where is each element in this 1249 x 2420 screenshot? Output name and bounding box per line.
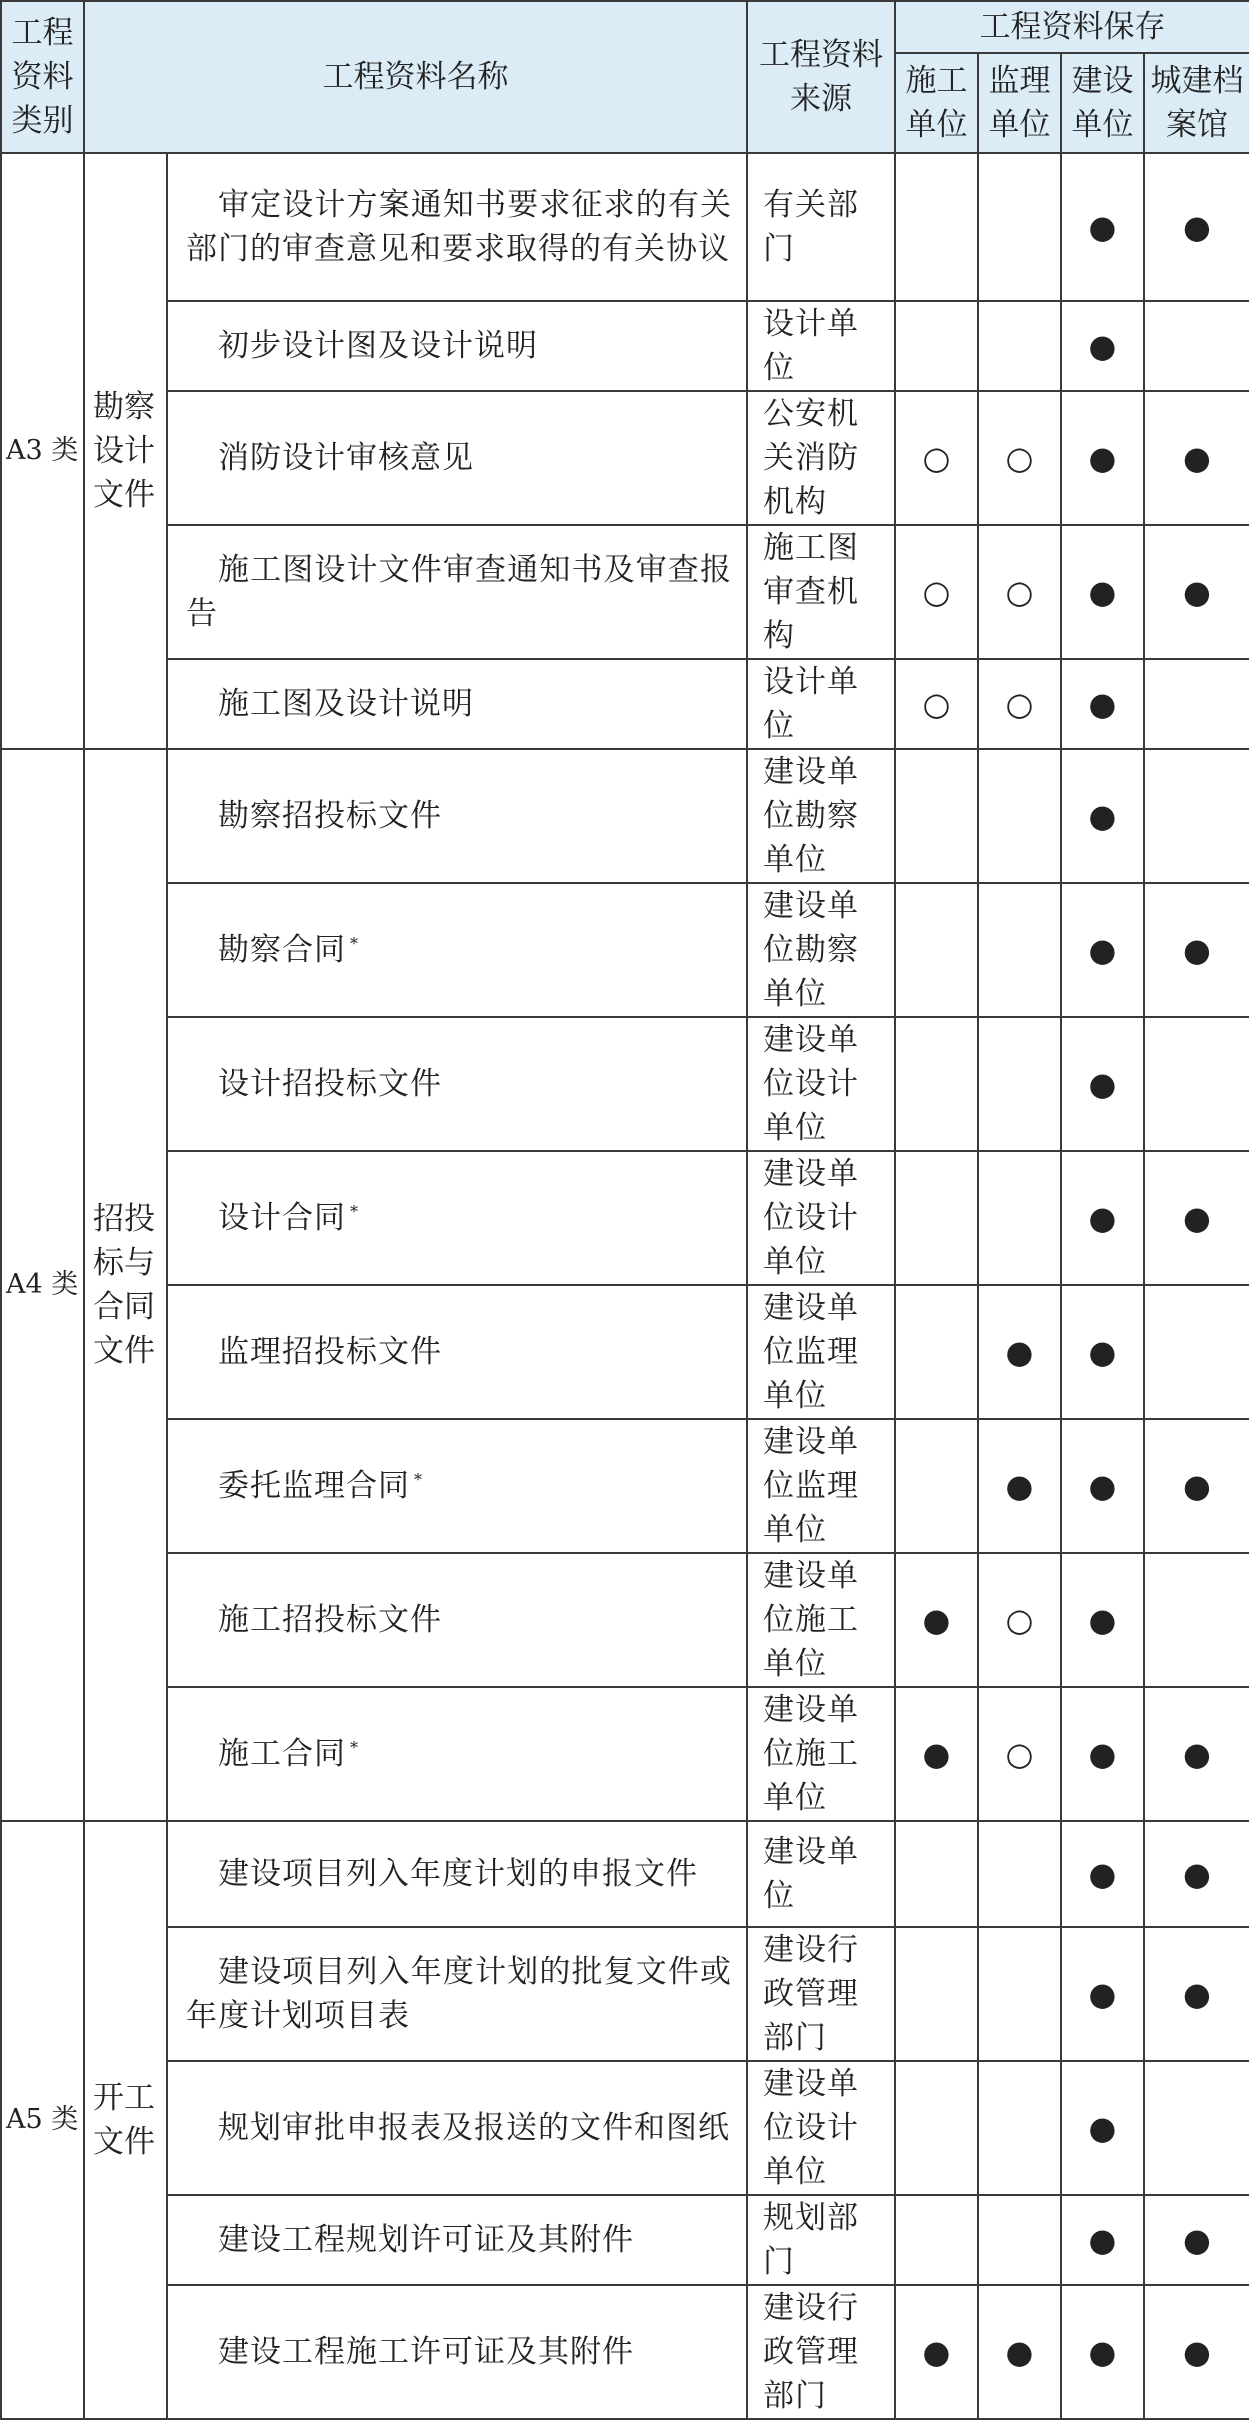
document-name-cell — [167, 1017, 747, 1151]
filled-circle-icon: ● — [1183, 1855, 1211, 1893]
filled-circle-icon: ● — [1088, 208, 1117, 246]
keep-mark-cell — [1061, 1687, 1144, 1821]
header-source — [747, 1, 895, 153]
header-category — [1, 1, 84, 153]
keep-mark-cell — [1144, 1151, 1249, 1285]
keep-mark-cell — [978, 1553, 1061, 1687]
source-label: 建设单位设计单位 — [763, 1022, 859, 1146]
source-label: 建设单位监理单位 — [763, 1290, 859, 1414]
source-cell — [747, 1687, 895, 1821]
document-name: 勘察招投标文件 — [218, 798, 442, 834]
hollow-circle-icon: ○ — [922, 573, 951, 611]
table-row — [1, 1285, 1249, 1419]
hollow-circle-icon: ○ — [1005, 685, 1034, 723]
keep-mark-cell — [1144, 749, 1249, 883]
hollow-circle-icon: ○ — [1005, 1735, 1034, 1773]
keep-mark-cell — [978, 391, 1061, 525]
source-cell — [747, 1285, 895, 1419]
subcategory-cell — [84, 749, 167, 1821]
header-keep-col-label: 监理单位 — [988, 63, 1051, 143]
keep-mark-cell — [1144, 1419, 1249, 1553]
keep-mark-cell — [1144, 1285, 1249, 1419]
document-name: 勘察合同 — [218, 932, 346, 968]
filled-circle-icon: ● — [1088, 1333, 1117, 1371]
document-name-cell — [167, 391, 747, 525]
keep-mark-cell — [978, 1017, 1061, 1151]
document-name: 施工图设计文件审查通知书及审查报告 — [186, 552, 732, 632]
asterisk-note: * — [414, 1470, 423, 1489]
filled-circle-icon: ● — [1183, 1199, 1211, 1237]
document-name-cell — [167, 1553, 747, 1687]
header-name-label: 工程资料名称 — [322, 59, 509, 95]
source-label: 规划部门 — [763, 2200, 859, 2280]
source-cell — [747, 1419, 895, 1553]
source-label: 建设单位勘察单位 — [763, 754, 859, 878]
filled-circle-icon: ● — [1183, 1467, 1211, 1505]
keep-mark-cell — [1144, 2061, 1249, 2195]
filled-circle-icon: ● — [1088, 1601, 1117, 1639]
source-label: 有关部门 — [763, 187, 859, 267]
keep-mark-cell — [1144, 391, 1249, 525]
filled-circle-icon: ● — [1183, 439, 1211, 477]
filled-circle-icon: ● — [1183, 2333, 1211, 2371]
filled-circle-icon: ● — [1088, 1855, 1117, 1893]
keep-mark-cell — [1061, 2285, 1144, 2419]
table-row — [1, 525, 1249, 659]
source-label: 建设单位设计单位 — [763, 2066, 859, 2190]
keep-mark-cell — [1061, 391, 1144, 525]
header-keep-col — [1144, 53, 1249, 153]
document-name: 规划审批申报表及报送的文件和图纸 — [218, 2110, 730, 2146]
source-label: 建设单位勘察单位 — [763, 888, 859, 1012]
source-cell — [747, 2061, 895, 2195]
table-row — [1, 1821, 1249, 1927]
document-name: 建设项目列入年度计划的申报文件 — [218, 1856, 698, 1892]
keep-mark-cell — [1061, 2061, 1144, 2195]
document-name-cell — [167, 883, 747, 1017]
subcategory-label: 开工文件 — [93, 2080, 155, 2160]
table-row — [1, 391, 1249, 525]
keep-mark-cell — [895, 1151, 978, 1285]
document-name-cell — [167, 1687, 747, 1821]
source-label: 建设单位施工单位 — [763, 1558, 859, 1682]
table-row — [1, 301, 1249, 391]
keep-mark-cell — [1144, 883, 1249, 1017]
hollow-circle-icon: ○ — [922, 439, 951, 477]
keep-mark-cell — [978, 301, 1061, 391]
table-row — [1, 1553, 1249, 1687]
filled-circle-icon: ● — [922, 1735, 951, 1773]
source-label: 设计单位 — [763, 306, 859, 386]
keep-mark-cell — [895, 883, 978, 1017]
keep-mark-cell — [1061, 301, 1144, 391]
document-name-cell — [167, 1151, 747, 1285]
filled-circle-icon: ● — [922, 1601, 951, 1639]
asterisk-note: * — [350, 1202, 359, 1221]
filled-circle-icon: ● — [1088, 685, 1117, 723]
filled-circle-icon: ● — [1183, 931, 1211, 969]
table-row — [1, 749, 1249, 883]
keep-mark-cell — [895, 391, 978, 525]
filled-circle-icon: ● — [1005, 1467, 1034, 1505]
filled-circle-icon: ● — [1005, 2333, 1034, 2371]
filled-circle-icon: ● — [1088, 1065, 1117, 1103]
keep-mark-cell — [1061, 1151, 1144, 1285]
document-name-cell — [167, 153, 747, 301]
document-name: 消防设计审核意见 — [218, 440, 474, 476]
keep-mark-cell — [895, 2195, 978, 2285]
keep-mark-cell — [1061, 883, 1144, 1017]
keep-mark-cell — [895, 749, 978, 883]
document-name: 建设工程规划许可证及其附件 — [218, 2222, 634, 2258]
header-keep-col-label: 施工单位 — [905, 63, 968, 143]
source-cell — [747, 1553, 895, 1687]
source-cell — [747, 391, 895, 525]
keep-mark-cell — [895, 525, 978, 659]
keep-mark-cell — [1144, 2285, 1249, 2419]
category-cell: A3 类 — [1, 153, 84, 749]
table-body — [1, 153, 1249, 2419]
keep-mark-cell — [978, 1285, 1061, 1419]
header-keep-label: 工程资料保存 — [979, 9, 1166, 45]
document-name: 施工图及设计说明 — [218, 686, 474, 722]
table-row — [1, 659, 1249, 749]
keep-mark-cell — [1061, 1821, 1144, 1927]
keep-mark-cell — [1144, 659, 1249, 749]
source-cell — [747, 1017, 895, 1151]
document-name-cell — [167, 1927, 747, 2061]
keep-mark-cell — [1061, 1419, 1144, 1553]
subcategory-cell — [84, 153, 167, 749]
source-cell — [747, 883, 895, 1017]
keep-mark-cell — [895, 1419, 978, 1553]
filled-circle-icon: ● — [1088, 1199, 1117, 1237]
keep-mark-cell — [1061, 1927, 1144, 2061]
keep-mark-cell — [978, 2285, 1061, 2419]
document-name: 委托监理合同 — [218, 1468, 410, 1504]
table-row — [1, 2195, 1249, 2285]
source-cell — [747, 659, 895, 749]
keep-mark-cell — [1144, 1927, 1249, 2061]
document-name-cell — [167, 1821, 747, 1927]
keep-mark-cell — [978, 1821, 1061, 1927]
document-name: 审定设计方案通知书要求征求的有关部门的审查意见和要求取得的有关协议 — [186, 187, 732, 267]
document-name-cell — [167, 2285, 747, 2419]
keep-mark-cell — [1144, 1821, 1249, 1927]
header-category-label: 工程资料类别 — [11, 15, 74, 139]
source-label: 建设单位施工单位 — [763, 1692, 859, 1816]
keep-mark-cell — [1061, 1553, 1144, 1687]
filled-circle-icon: ● — [1005, 1333, 1034, 1371]
keep-mark-cell — [1061, 749, 1144, 883]
hollow-circle-icon: ○ — [1005, 439, 1034, 477]
source-label: 建设单位监理单位 — [763, 1424, 859, 1548]
keep-mark-cell — [978, 659, 1061, 749]
filled-circle-icon: ● — [1088, 2109, 1117, 2147]
asterisk-note: * — [350, 1738, 359, 1757]
filled-circle-icon: ● — [1088, 797, 1117, 835]
document-name-cell — [167, 525, 747, 659]
document-name-cell — [167, 2061, 747, 2195]
keep-mark-cell — [895, 659, 978, 749]
document-name: 建设工程施工许可证及其附件 — [218, 2334, 634, 2370]
filled-circle-icon: ● — [1183, 208, 1211, 246]
header-keep-col — [1061, 53, 1144, 153]
source-cell — [747, 525, 895, 659]
filled-circle-icon: ● — [1088, 327, 1117, 365]
keep-mark-cell — [895, 2285, 978, 2419]
table-header — [1, 1, 1249, 153]
keep-mark-cell — [978, 1927, 1061, 2061]
keep-mark-cell — [1061, 1017, 1144, 1151]
keep-mark-cell — [1144, 525, 1249, 659]
keep-mark-cell — [978, 1151, 1061, 1285]
hollow-circle-icon: ○ — [1005, 1601, 1034, 1639]
source-label: 设计单位 — [763, 664, 859, 744]
keep-mark-cell — [978, 883, 1061, 1017]
keep-mark-cell — [895, 301, 978, 391]
keep-mark-cell — [978, 1687, 1061, 1821]
keep-mark-cell — [1061, 1285, 1144, 1419]
keep-mark-cell — [895, 153, 978, 301]
table-row — [1, 883, 1249, 1017]
source-cell — [747, 2285, 895, 2419]
filled-circle-icon: ● — [1088, 1735, 1117, 1773]
keep-mark-cell — [895, 1687, 978, 1821]
document-name: 施工招投标文件 — [218, 1602, 442, 1638]
source-cell — [747, 1151, 895, 1285]
header-name — [84, 1, 747, 153]
header-source-label: 工程资料来源 — [759, 37, 883, 117]
source-label: 公安机关消防机构 — [763, 396, 859, 520]
filled-circle-icon: ● — [1088, 1975, 1117, 2013]
keep-mark-cell — [1144, 301, 1249, 391]
source-label: 建设单位设计单位 — [763, 1156, 859, 1280]
document-name: 设计合同 — [218, 1200, 346, 1236]
filled-circle-icon: ● — [1183, 1735, 1211, 1773]
filled-circle-icon: ● — [1088, 439, 1117, 477]
table-row — [1, 1687, 1249, 1821]
source-cell — [747, 2195, 895, 2285]
header-keep — [895, 1, 1249, 53]
document-name-cell — [167, 301, 747, 391]
header-keep-col — [895, 53, 978, 153]
keep-mark-cell — [1144, 2195, 1249, 2285]
keep-mark-cell — [895, 2061, 978, 2195]
subcategory-label: 招投标与合同文件 — [93, 1201, 155, 1369]
document-name: 初步设计图及设计说明 — [218, 328, 538, 364]
hollow-circle-icon: ○ — [922, 685, 951, 723]
keep-mark-cell — [978, 153, 1061, 301]
source-cell — [747, 301, 895, 391]
table-row — [1, 1017, 1249, 1151]
asterisk-note: * — [350, 934, 359, 953]
keep-mark-cell — [895, 1285, 978, 1419]
filled-circle-icon: ● — [1088, 2333, 1117, 2371]
keep-mark-cell — [1061, 525, 1144, 659]
subcategory-cell — [84, 1821, 167, 2419]
filled-circle-icon: ● — [1088, 931, 1117, 969]
table-row — [1, 1419, 1249, 1553]
source-cell — [747, 1927, 895, 2061]
category-cell: A5 类 — [1, 1821, 84, 2419]
source-cell — [747, 153, 895, 301]
keep-mark-cell — [978, 1419, 1061, 1553]
header-keep-col-label: 城建档案馆 — [1150, 63, 1244, 143]
source-label: 施工图审查机构 — [763, 530, 859, 654]
source-cell — [747, 1821, 895, 1927]
keep-mark-cell — [1061, 153, 1144, 301]
table-row — [1, 1151, 1249, 1285]
keep-mark-cell — [895, 1553, 978, 1687]
keep-mark-cell — [978, 525, 1061, 659]
document-name-cell — [167, 749, 747, 883]
source-label: 建设行政管理部门 — [763, 1932, 859, 2056]
filled-circle-icon: ● — [1088, 2221, 1117, 2259]
source-cell — [747, 749, 895, 883]
keep-mark-cell — [1061, 2195, 1144, 2285]
document-name: 设计招投标文件 — [218, 1066, 442, 1102]
keep-mark-cell — [895, 1927, 978, 2061]
filled-circle-icon: ● — [1088, 573, 1117, 611]
filled-circle-icon: ● — [1183, 2221, 1211, 2259]
document-name-cell — [167, 2195, 747, 2285]
filled-circle-icon: ● — [1183, 573, 1211, 611]
filled-circle-icon: ● — [1183, 1975, 1211, 2013]
filled-circle-icon: ● — [1088, 1467, 1117, 1505]
source-label: 建设单位 — [763, 1834, 859, 1914]
header-keep-col — [978, 53, 1061, 153]
keep-mark-cell — [1144, 1687, 1249, 1821]
keep-mark-cell — [978, 2195, 1061, 2285]
table-row — [1, 1927, 1249, 2061]
keep-mark-cell — [895, 1017, 978, 1151]
document-name-cell — [167, 1285, 747, 1419]
subcategory-label: 勘察设计文件 — [93, 389, 155, 513]
document-name-cell — [167, 659, 747, 749]
category-cell: A4 类 — [1, 749, 84, 1821]
keep-mark-cell — [1061, 659, 1144, 749]
document-name: 监理招投标文件 — [218, 1334, 442, 1370]
keep-mark-cell — [1144, 1553, 1249, 1687]
table-row — [1, 2061, 1249, 2195]
header-keep-col-label: 建设单位 — [1071, 63, 1134, 143]
document-name-cell — [167, 1419, 747, 1553]
filled-circle-icon: ● — [922, 2333, 951, 2371]
source-label: 建设行政管理部门 — [763, 2290, 859, 2414]
keep-mark-cell — [1144, 153, 1249, 301]
document-name: 建设项目列入年度计划的批复文件或年度计划项目表 — [186, 1954, 732, 2034]
keep-mark-cell — [1144, 1017, 1249, 1151]
table-row — [1, 153, 1249, 301]
document-name: 施工合同 — [218, 1736, 346, 1772]
keep-mark-cell — [978, 2061, 1061, 2195]
keep-mark-cell — [978, 749, 1061, 883]
hollow-circle-icon: ○ — [1005, 573, 1034, 611]
table-row — [1, 2285, 1249, 2419]
keep-mark-cell — [895, 1821, 978, 1927]
